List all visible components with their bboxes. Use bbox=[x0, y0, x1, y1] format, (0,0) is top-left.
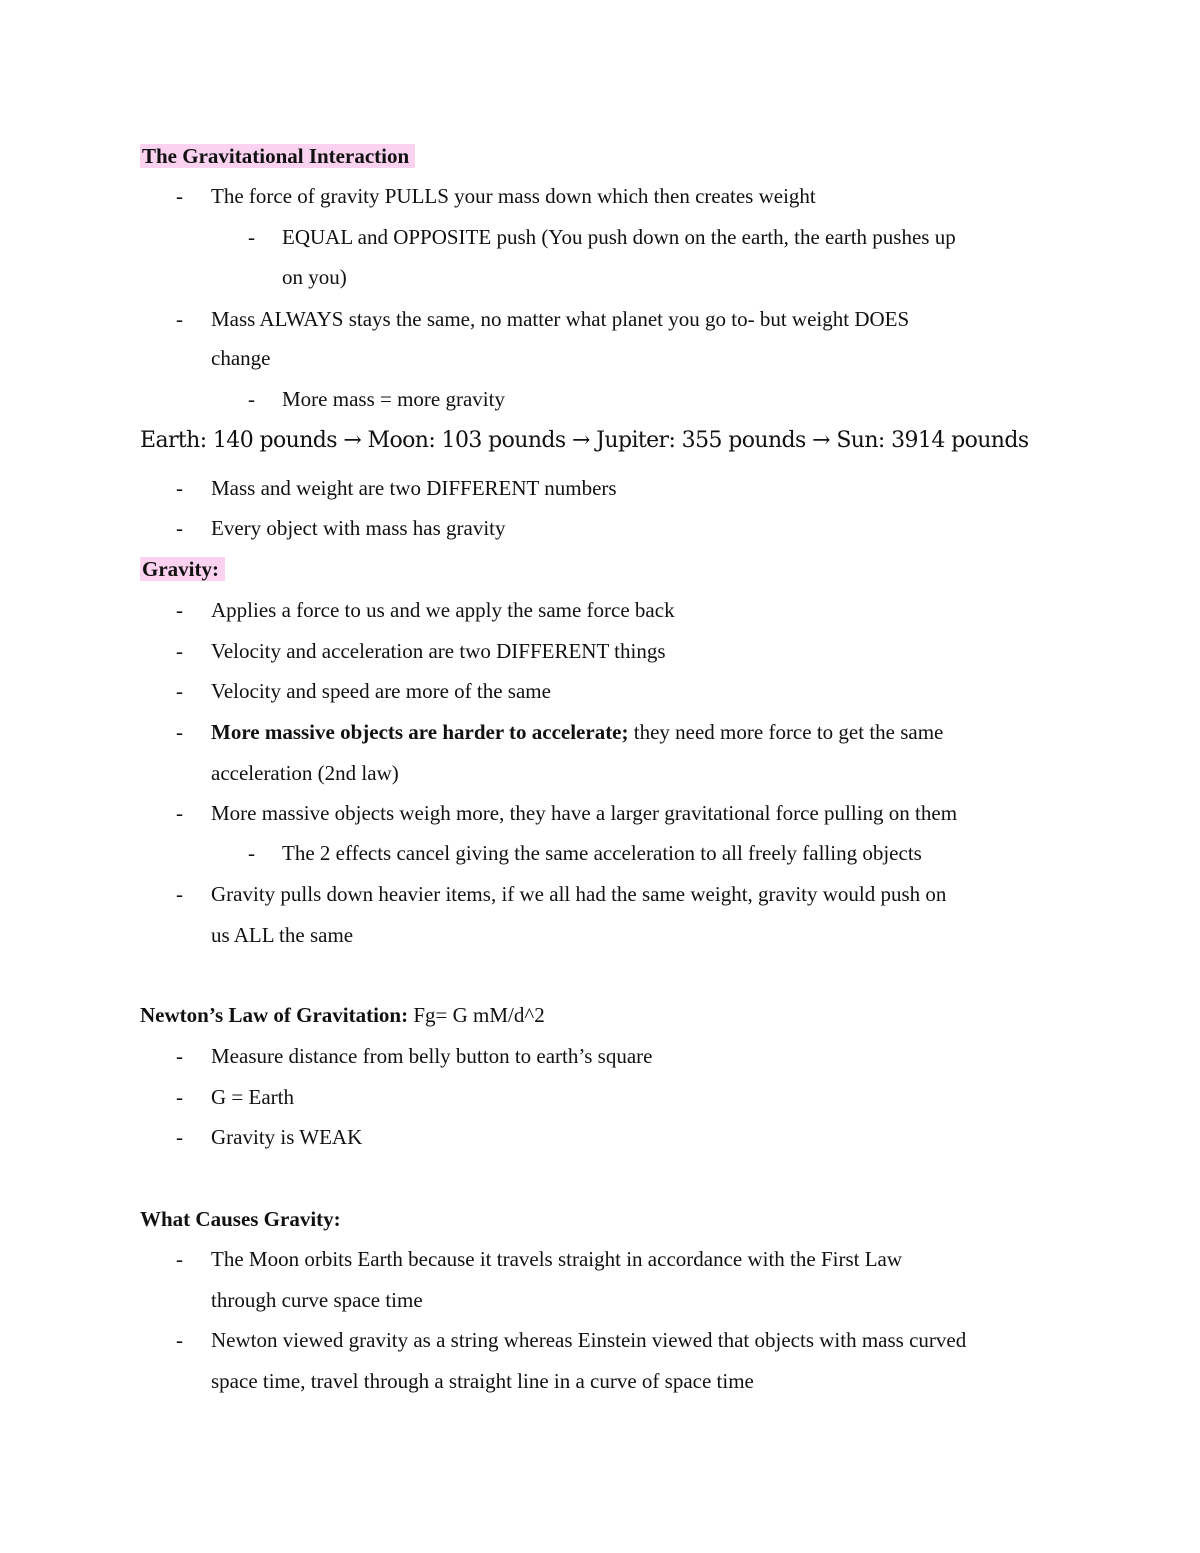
bullet-dash: - bbox=[176, 801, 183, 825]
heading-highlight: The Gravitational Interaction bbox=[140, 144, 415, 168]
bullet-dash: - bbox=[176, 679, 183, 703]
heading-gravitational-interaction bbox=[140, 141, 415, 171]
bullet-text: Velocity and speed are more of the same bbox=[211, 679, 551, 703]
bullet-text-continued: space time, travel through a straight line in a curve of space time bbox=[211, 1369, 754, 1393]
bullet-dash: - bbox=[176, 720, 183, 744]
bullet-text: Measure distance from belly button to earth’s square bbox=[211, 1044, 653, 1068]
bullet-text: Applies a force to us and we apply the same force back bbox=[211, 598, 675, 622]
bold-emphasis: More massive objects are harder to accelerate; bbox=[211, 720, 629, 744]
bullet-text-continued: through curve space time bbox=[211, 1288, 423, 1312]
bullet-text-continued: us ALL the same bbox=[211, 923, 354, 947]
bullet-dash: - bbox=[176, 476, 183, 500]
bullet-text-rest: they need more force to get the same bbox=[628, 720, 944, 744]
sub-bullet-dash: - bbox=[248, 841, 255, 865]
bullet-text: G = Earth bbox=[211, 1085, 294, 1109]
heading-highlight: Gravity: bbox=[140, 557, 225, 581]
bullet-dash: - bbox=[176, 1328, 183, 1352]
bullet-dash: - bbox=[176, 1247, 183, 1271]
bullet-text: Mass ALWAYS stays the same, no matter what planet you go to- but weight DOES bbox=[211, 307, 910, 331]
bullet-dash: - bbox=[176, 1044, 183, 1068]
sub-bullet-dash: - bbox=[248, 225, 255, 249]
heading-newtons-law bbox=[140, 1000, 545, 1030]
sub-bullet-dash: - bbox=[248, 387, 255, 411]
bullet-text: The Moon orbits Earth because it travels straight in accordance with the First Law bbox=[211, 1247, 903, 1271]
bullet-text: More massive objects weigh more, they have a larger gravitational force pulling on them bbox=[211, 801, 958, 825]
bullet-text bbox=[211, 717, 943, 747]
heading-text: Newton’s Law of Gravitation: bbox=[140, 1003, 409, 1027]
bullet-text: Gravity pulls down heavier items, if we all had the same weight, gravity would push on bbox=[211, 882, 947, 906]
bullet-text: Mass and weight are two DIFFERENT numbers bbox=[211, 476, 617, 500]
sub-bullet-text: EQUAL and OPPOSITE push (You push down on the earth, the earth pushes up bbox=[282, 225, 956, 249]
bullet-text: Newton viewed gravity as a string whereas Einstein viewed that objects with mass curved bbox=[211, 1328, 967, 1352]
bullet-dash: - bbox=[176, 184, 183, 208]
sub-bullet-text: The 2 effects cancel giving the same acceleration to all freely falling objects bbox=[282, 841, 922, 865]
bullet-text-continued: change bbox=[211, 346, 271, 370]
bullet-dash: - bbox=[176, 639, 183, 663]
heading-gravity bbox=[140, 554, 225, 584]
bullet-text: Gravity is WEAK bbox=[211, 1125, 363, 1149]
bullet-dash: - bbox=[176, 1085, 183, 1109]
formula-text: Fg= G mM/d^2 bbox=[408, 1003, 545, 1027]
bullet-dash: - bbox=[176, 516, 183, 540]
bullet-text: Velocity and acceleration are two DIFFERENT things bbox=[211, 639, 666, 663]
heading-what-causes-gravity: What Causes Gravity: bbox=[140, 1207, 341, 1231]
bullet-text-continued: acceleration (2nd law) bbox=[211, 761, 399, 785]
bullet-text: The force of gravity PULLS your mass down which then creates weight bbox=[211, 184, 816, 208]
sub-bullet-text-continued: on you) bbox=[282, 265, 347, 289]
bullet-text: Every object with mass has gravity bbox=[211, 516, 506, 540]
sub-bullet-text: More mass = more gravity bbox=[282, 387, 505, 411]
bullet-dash: - bbox=[176, 882, 183, 906]
bullet-dash: - bbox=[176, 1125, 183, 1149]
bullet-dash: - bbox=[176, 598, 183, 622]
planet-weights-line: Earth: 140 pounds → Moon: 103 pounds → Jupiter: 355 pounds → Sun: 3914 pounds bbox=[140, 428, 1029, 453]
bullet-dash: - bbox=[176, 307, 183, 331]
